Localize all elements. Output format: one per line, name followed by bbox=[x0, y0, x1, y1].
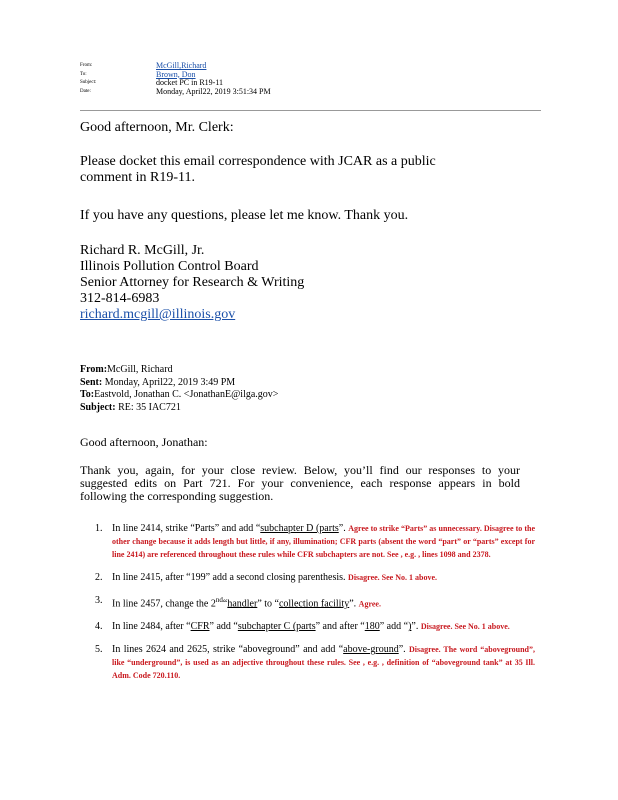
header-date-label: Date: bbox=[80, 88, 91, 94]
header-date-row bbox=[80, 88, 271, 97]
list-item: 3. In line 2457, change the 2nd“handler” to “collection facility”. Agree. bbox=[95, 595, 381, 610]
reply-greeting: Good afternoon, Jonathan: bbox=[80, 435, 208, 449]
item-number: 3. bbox=[95, 595, 103, 606]
fw-from-value: McGill, Richard bbox=[107, 364, 173, 375]
list-item: 2. In line 2415, after “199” add a second closing parenthesis. Disagree. See No. 1 above. bbox=[95, 572, 437, 583]
suggestion-list bbox=[95, 522, 535, 692]
item-response: Disagree. See No. 1 above. bbox=[420, 622, 510, 632]
item-number: 5. bbox=[95, 644, 103, 656]
fw-subject-label: Subject: bbox=[80, 401, 116, 413]
list-item: 4. In line 2484, after “CFR” add “subchapter C (parts” and after “180” add “)”. Disagree. See No. 1 above. bbox=[95, 621, 510, 633]
email-header bbox=[80, 62, 271, 96]
forwarded-header bbox=[80, 364, 278, 414]
item-response: Agree to strike “Parts” as unnecessary. Disagree to the other change because it adds length but little, if any, illumination; CFR parts (absent the word “part” or “parts” except for line 2414) are referenced throughout these rules while CFR subchapters are not. See , e.g. , lines 1098 and 2378. bbox=[112, 524, 536, 559]
fw-subject-value: RE: 35 IAC721 bbox=[118, 401, 181, 413]
reply-intro: Thank you, again, for your close review. Below, you’ll find our responses to your suggested edits on Part 721. For your convenience, each response appears in bold following the corresponding suggestion. bbox=[80, 463, 520, 503]
item-number: 2. bbox=[95, 572, 103, 583]
message-greeting: Good afternoon, Mr. Clerk: bbox=[80, 120, 234, 135]
item-response: Agree. bbox=[358, 599, 381, 609]
item-number: 1. bbox=[95, 523, 103, 534]
header-subject-label: Subject: bbox=[80, 80, 97, 86]
header-from-link[interactable]: McGill,Richard bbox=[156, 61, 207, 70]
header-date-value: Monday, April22, 2019 3:51:34 PM bbox=[156, 86, 271, 96]
list-item: 5. In lines 2624 and 2625, strike “aboveground” and add “above-ground”. Disagree. The word “aboveground”, like “underground”, is used as an adjective throughout these rules. See , e.g. , definition of “aboveground tank” at 35 Ill. Adm. Code 720.110. bbox=[95, 644, 535, 681]
item-response: Disagree. The word “aboveground”, like “underground”, is used as an adjective throughout these rules. See , e.g. , definition of “aboveground tank” at 35 Ill. Adm. Code 720.110. bbox=[112, 645, 535, 681]
header-to-link[interactable]: Brown, Don bbox=[156, 69, 196, 79]
signature-email-link[interactable]: richard.mcgill@illinois.gov bbox=[80, 307, 236, 322]
fw-to-value: Eastvold, Jonathan C. <JonathanE@ilga.gov> bbox=[94, 389, 279, 400]
fw-sent-value: Monday, April22, 2019 3:49 PM bbox=[104, 376, 236, 388]
message-paragraph-1: Please docket this email correspondence with JCAR as a public comment in R19-11. bbox=[80, 154, 436, 185]
signature-title: Senior Attorney for Research & Writing bbox=[80, 275, 305, 290]
list-item: 1. In line 2414, strike “Parts” and add “subchapter D (parts”. Agree to strike “Parts” as unnecessary. Disagree to the other change because it adds length but little, if any, illumination; CFR parts (absent the word “part” or “parts” except for line 2414) are referenced throughout these rules while CFR subchapters are not. See , e.g. , lines 1098 and 2378. bbox=[95, 523, 536, 559]
item-response: Disagree. See No. 1 above. bbox=[348, 573, 437, 582]
item-number: 4. bbox=[95, 621, 103, 633]
fw-from-label: From: bbox=[80, 364, 108, 375]
message-paragraph-2: If you have any questions, please let me know. Thank you. bbox=[80, 208, 409, 223]
header-to-label: To: bbox=[80, 71, 87, 77]
signature-name: Richard R. McGill, Jr. bbox=[80, 243, 205, 258]
signature-phone: 312-814-6983 bbox=[80, 291, 160, 306]
signature-org: Illinois Pollution Control Board bbox=[80, 259, 259, 274]
header-divider bbox=[80, 110, 541, 111]
header-from-label: From: bbox=[80, 63, 93, 68]
header-subject-value: docket PC in R19-11 bbox=[156, 78, 224, 88]
fw-to-label: To: bbox=[80, 389, 95, 400]
fw-sent-label: Sent: bbox=[80, 376, 103, 388]
signature-block bbox=[80, 243, 304, 323]
